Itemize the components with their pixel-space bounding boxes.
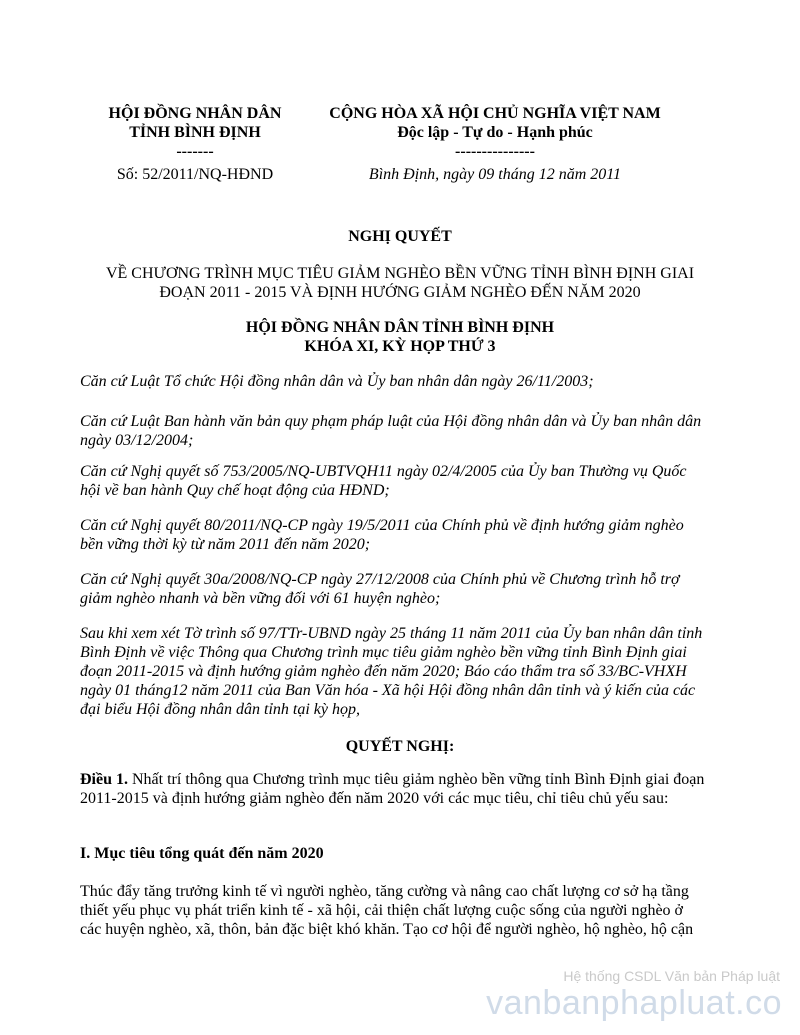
watermark-caption: Hệ thống CSDL Văn bản Pháp luật	[563, 968, 780, 984]
motto: Độc lập - Tự do - Hạnh phúc	[397, 124, 593, 141]
article-1-label: Điều 1.	[80, 771, 128, 788]
watermark-site: vanbanphapluat.co	[486, 984, 782, 1022]
article-1-text: Nhất trí thông qua Chương trình mục tiêu giảm nghèo bền vững tỉnh Bình Định giai đoạn 2011-2015 và định hướng giảm nghèo đến năm 2020 với các mục tiêu, chỉ tiêu chủ yếu sau:	[80, 771, 705, 807]
legal-basis-paragraph: Căn cứ Nghị quyết 30a/2008/NQ-CP ngày 27/12/2008 của Chính phủ về Chương trình hỗ trợ giảm nghèo nhanh và bền vững đối với 61 huyện nghèo;	[80, 571, 680, 607]
decision-heading: QUYẾT NGHỊ:	[345, 738, 455, 755]
motto-separator: ---------------	[455, 143, 535, 160]
issuer-name: HỘI ĐỒNG NHÂN DÂN	[108, 105, 282, 122]
section-1-text: Thúc đẩy tăng trưởng kinh tế vì người nghèo, tăng cường và nâng cao chất lượng cơ sở hạ tầng thiết yếu phục vụ phát triển kinh tế - xã hội, cải thiện chất lượng cuộc sống của người nghèo ở các huyện nghèo, xã, thôn, bản đặc biệt khó khăn. Tạo cơ hội để người nghèo, hộ nghèo, hộ cận	[80, 883, 694, 938]
national-motto-block	[300, 104, 690, 161]
legal-basis-paragraph: Sau khi xem xét Tờ trình số 97/TTr-UBND ngày 25 tháng 11 năm 2011 của Ủy ban nhân dân tỉnh Bình Định về việc Thông qua Chương trình mục tiêu giảm nghèo bền vững tỉnh Bình Định giai đoạn 2011-2015 và định hướng giảm nghèo đến năm 2020; Báo cáo thẩm tra số 33/BC-VHXH ngày 01 tháng12 năm 2011 của Ban Văn hóa - Xã hội Hội đồng nhân dân tỉnh và ý kiến của các đại biểu Hội đồng nhân dân tỉnh tại kỳ họp,	[80, 625, 703, 718]
issuer-block	[90, 104, 300, 161]
issuer-separator: -------	[176, 143, 214, 160]
legal-basis-paragraph: Căn cứ Luật Tổ chức Hội đồng nhân dân và Ủy ban nhân dân ngày 26/11/2003;	[80, 373, 594, 390]
council-session: KHÓA XI, KỲ HỌP THỨ 3	[304, 338, 496, 355]
legal-basis-paragraph: Căn cứ Nghị quyết số 753/2005/NQ-UBTVQH11 ngày 02/4/2005 của Ủy ban Thường vụ Quốc hội về ban hành Quy chế hoạt động của HĐND;	[80, 463, 687, 499]
section-1-heading: I. Mục tiêu tổng quát đến năm 2020	[80, 845, 324, 862]
article-1	[80, 770, 705, 808]
legal-basis-paragraph: Căn cứ Luật Ban hành văn bản quy phạm pháp luật của Hội đồng nhân dân và Ủy ban nhân dân ngày 03/12/2004;	[80, 413, 702, 449]
subtitle-line: VỀ CHƯƠNG TRÌNH MỤC TIÊU GIẢM NGHÈO BỀN VỮNG TỈNH BÌNH ĐỊNH GIAI	[105, 265, 695, 282]
document-number: Số: 52/2011/NQ-HĐND	[116, 166, 274, 183]
document-title: NGHỊ QUYẾT	[348, 228, 452, 245]
council-name: HỘI ĐỒNG NHÂN DÂN TỈNH BÌNH ĐỊNH	[245, 319, 555, 336]
document-subtitle	[60, 264, 740, 302]
issuer-province: TỈNH BÌNH ĐỊNH	[129, 124, 261, 141]
country-name: CỘNG HÒA XÃ HỘI CHỦ NGHĨA VIỆT NAM	[329, 105, 661, 122]
subtitle-line: ĐOẠN 2011 - 2015 VÀ ĐỊNH HƯỚNG GIẢM NGHÈO ĐẾN NĂM 2020	[159, 284, 641, 301]
document-date: Bình Định, ngày 09 tháng 12 năm 2011	[368, 166, 622, 183]
council-heading	[40, 318, 760, 356]
legal-basis-paragraph: Căn cứ Nghị quyết 80/2011/NQ-CP ngày 19/5/2011 của Chính phủ về định hướng giảm nghèo bền vững thời kỳ từ năm 2011 đến năm 2020;	[80, 517, 684, 553]
